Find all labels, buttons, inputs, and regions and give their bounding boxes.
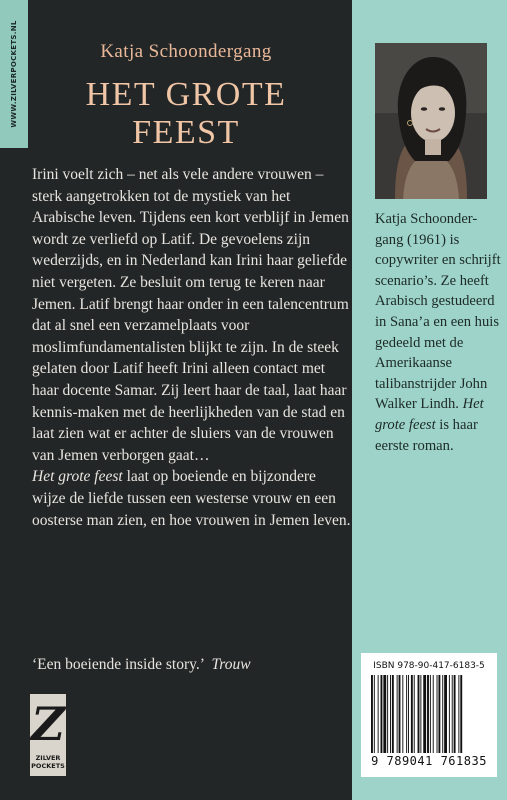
barcode-stripe: [399, 675, 401, 753]
barcode-stripe: [430, 675, 431, 753]
logo-letter: Z: [31, 697, 65, 751]
barcode-icon: [371, 675, 487, 753]
barcode-stripe: [390, 675, 391, 753]
barcode-stripe: [387, 675, 388, 753]
book-title: [34, 76, 338, 152]
barcode-stripe: [427, 675, 429, 753]
barcode-stripe: [452, 675, 453, 753]
title-line: HET GROTE: [85, 76, 287, 113]
blurb-part1: Irini voelt zich – net als vele andere vrouwen – sterk aangetrokken tot de mystiek van het Arabische leven. Tijdens een kort verblijf in Jemen wordt ze verliefd op Latif. De gevoelens zijn wederzijds, en in Nederland kan Irini haar geliefde niet vergeten. Ze besluit om terug te keren naar Jemen. Latif brengt haar onder in een talencentrum dat al snel een verzamelplaats voor moslimfundamentalisten blijkt te zijn. In de steek gelaten door Latif heeft Irini alleen contact met haar docente Samar. Zij leert haar de taal, laat haar kennis-maken met de heerlijkheden van de stad en laat zien wat er achter de sluiers van de vrouwen van Jemen verborgen gaat…: [32, 166, 349, 464]
barcode-stripe: [423, 675, 426, 753]
barcode-stripe: [371, 675, 373, 753]
barcode-stripe: [411, 675, 413, 753]
barcode-stripe: [406, 675, 407, 753]
barcode-stripe: [418, 675, 420, 753]
barcode-stripe: [458, 675, 459, 753]
barcode-stripe: [408, 675, 409, 753]
barcode-stripe: [414, 675, 415, 753]
author-bio: [375, 209, 501, 456]
bio-text: [375, 209, 501, 456]
review-quote: [32, 656, 251, 674]
logo-line2: POCKETS: [31, 762, 65, 770]
publisher-url: WWW.ZILVERPOCKETS.NL: [10, 20, 18, 128]
barcode-stripe: [442, 675, 443, 753]
author-photo: [375, 43, 487, 199]
barcode-stripe: [402, 675, 403, 753]
isbn-label: ISBN 978-90-417-6183-5: [373, 661, 485, 671]
spine-strip: [0, 0, 28, 148]
blurb-text: [32, 164, 352, 531]
barcode-stripe: [454, 675, 456, 753]
barcode-stripe: [374, 675, 375, 753]
quote-source: Trouw: [211, 656, 251, 673]
barcode-stripe: [378, 675, 379, 753]
bio-title-italic: Het grote feest: [375, 396, 484, 433]
logo-line1: ZILVER: [35, 754, 61, 762]
barcode-stripe: [460, 675, 462, 753]
barcode-stripe: [420, 675, 421, 753]
logo-text: [30, 754, 66, 770]
barcode-stripe: [444, 675, 447, 753]
barcode-box: [361, 653, 497, 777]
title-line: FEEST: [132, 114, 240, 151]
barcode-stripe: [449, 675, 450, 753]
ean-number: 9 789041 761835: [371, 754, 487, 768]
barcode-stripe: [438, 675, 440, 753]
blurb: [32, 164, 352, 531]
author-name: Katja Schoondergang: [100, 41, 272, 62]
barcode-stripe: [437, 675, 438, 753]
barcode-stripe: [397, 675, 398, 753]
barcode-stripe: [433, 675, 434, 753]
quote-text: ‘Een boeiende inside story.’: [32, 656, 204, 673]
bio-part2: is haar eerste roman.: [375, 416, 478, 454]
blurb-title-italic: Het grote feest: [32, 468, 123, 486]
publisher-logo: [30, 694, 66, 776]
bio-part1: Katja Schoonder-gang (1961) is copywriter en schrijft scenario’s. Ze heeft Arabisch gestudeerd in Sana’a en een huis gedeeld met de Amerikaanse talibanstrijder John Walker Lindh.: [375, 211, 501, 413]
blurb-part2: laat op boeiende en bijzondere wijze de liefde tussen een westerse vrouw en een oosterse man zien, en hoe vrouwen in Jemen leven.: [32, 468, 351, 529]
author-portrait-image: [375, 43, 487, 199]
barcode-stripe: [383, 675, 386, 753]
barcode-stripe: [381, 675, 383, 753]
barcode-stripe: [392, 675, 394, 753]
